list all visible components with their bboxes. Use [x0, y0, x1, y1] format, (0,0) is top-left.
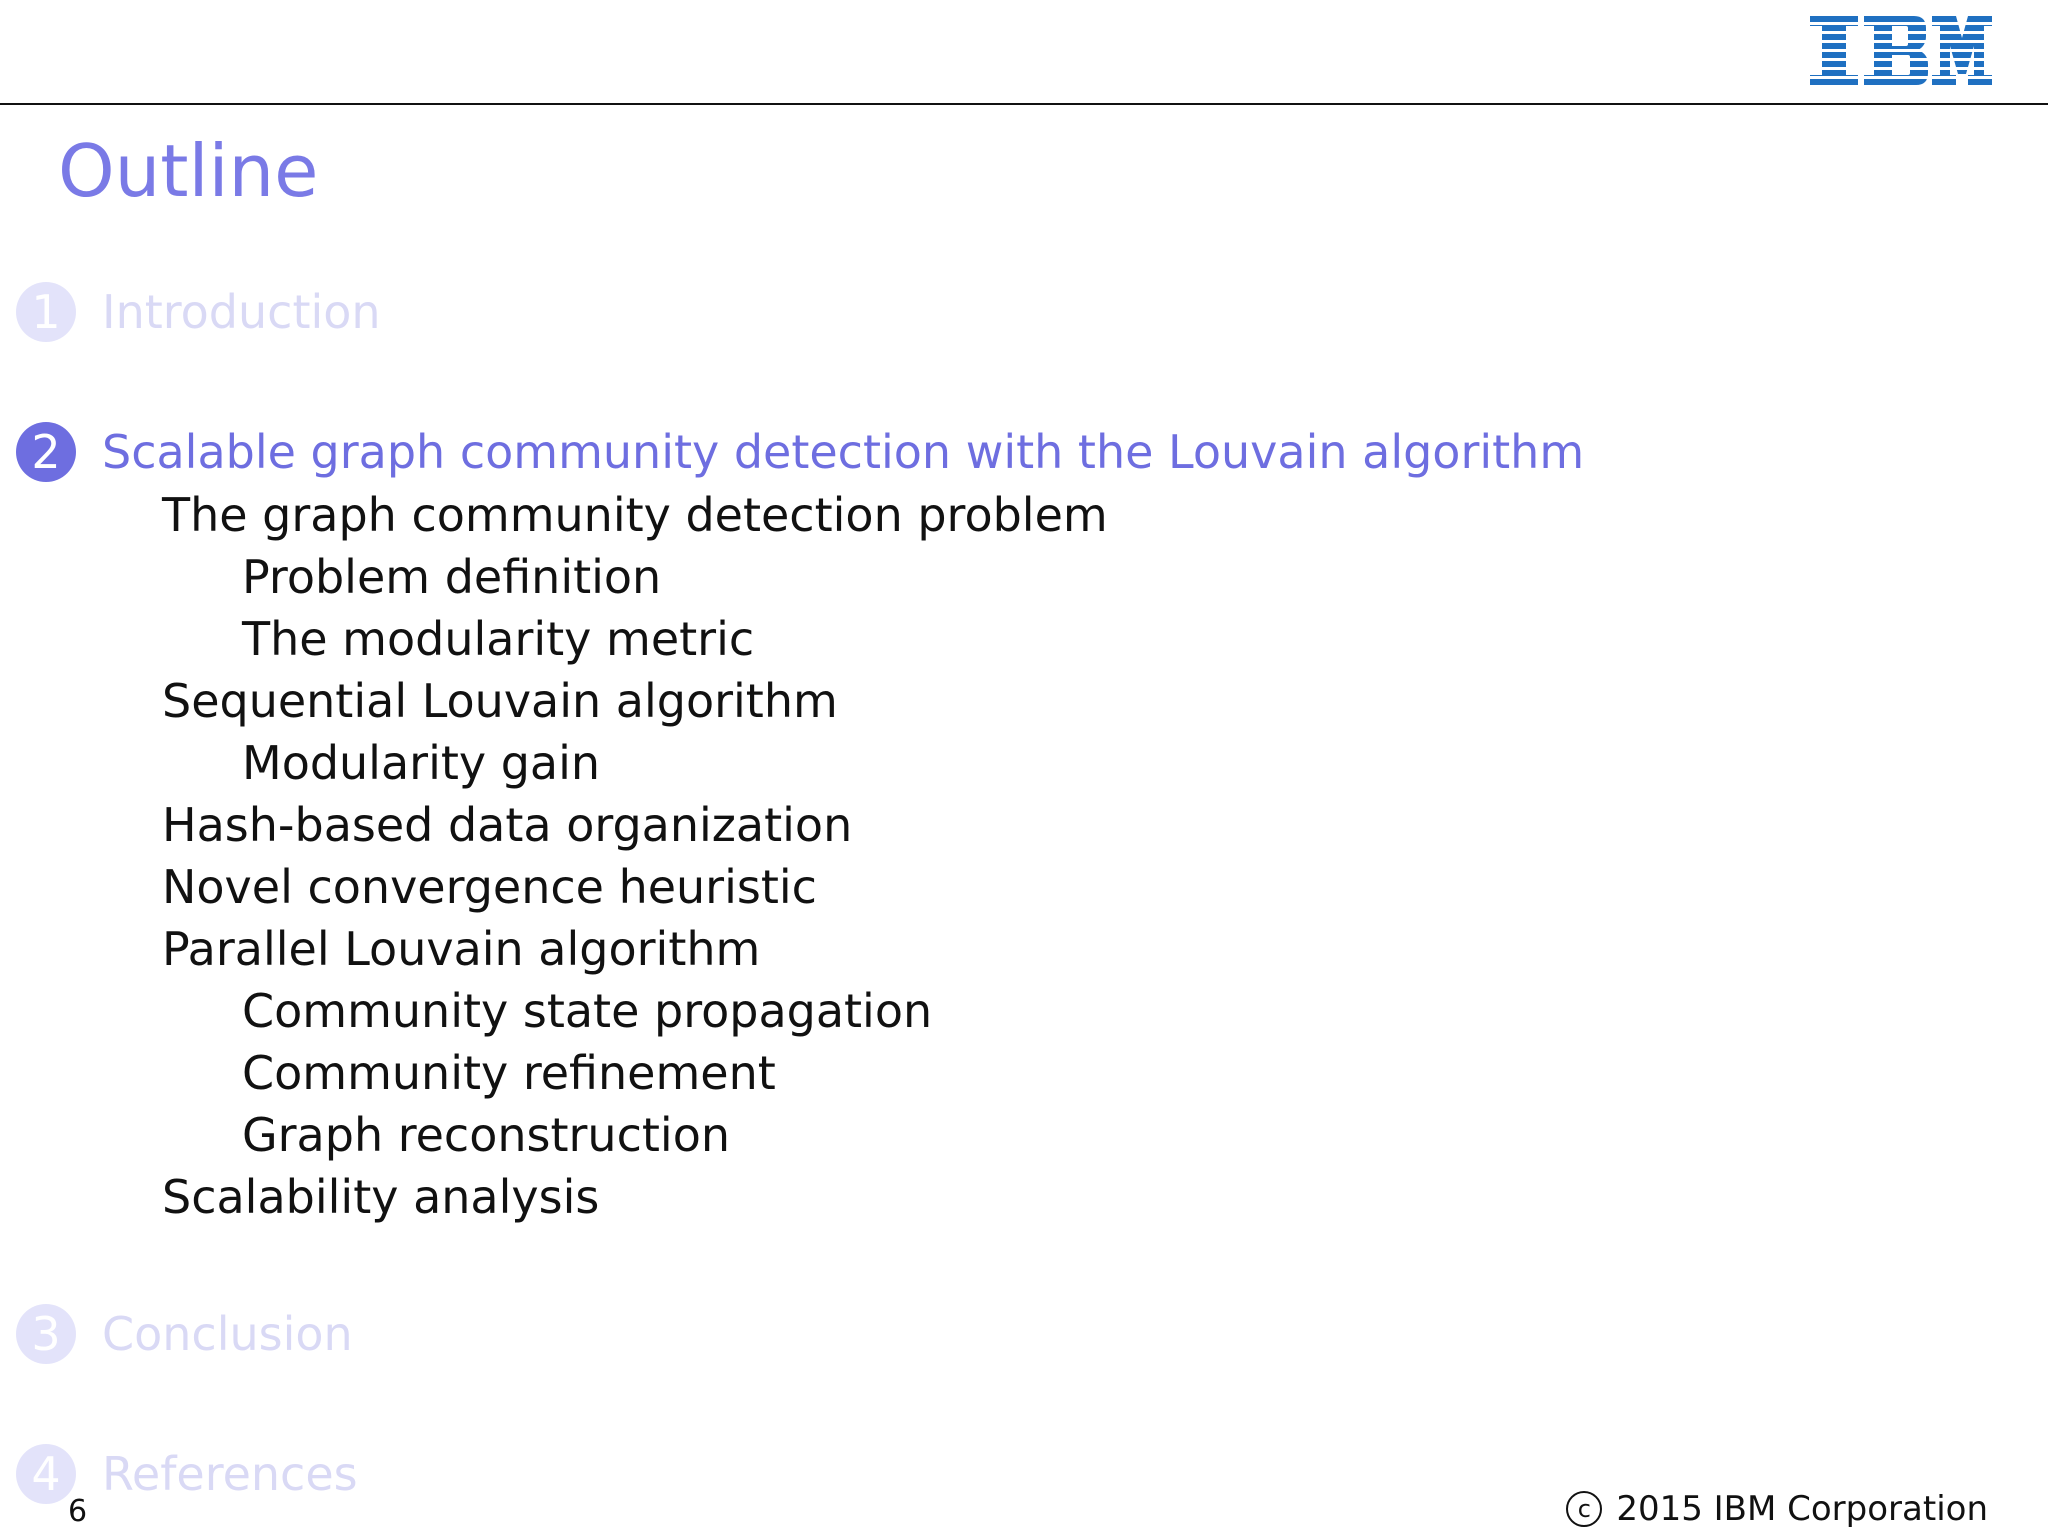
- subsubsection-item[interactable]: Problem definition: [242, 550, 662, 604]
- subsubsection-item[interactable]: Community refinement: [242, 1046, 776, 1100]
- section-number-bullet: 3: [16, 1304, 76, 1364]
- outline-section-conclusion[interactable]: [16, 1302, 353, 1366]
- copyright-icon: c: [1566, 1491, 1602, 1527]
- section-number-bullet: 1: [16, 282, 76, 342]
- subsubsection-item[interactable]: The modularity metric: [242, 612, 755, 666]
- subsubsection-item[interactable]: Community state propagation: [242, 984, 933, 1038]
- section-label: Scalable graph community detection with the Louvain algorithm: [102, 425, 1585, 479]
- footer-copyright: [1566, 1488, 1988, 1530]
- ibm-logo: [1808, 16, 1992, 90]
- subsubsection-item[interactable]: Graph reconstruction: [242, 1108, 730, 1162]
- slide-title: Outline: [58, 129, 319, 213]
- outline-section-louvain[interactable]: [16, 420, 1584, 484]
- subsection-item[interactable]: Parallel Louvain algorithm: [162, 922, 761, 976]
- section-number-bullet: 2: [16, 422, 76, 482]
- page-number: 6: [68, 1494, 88, 1529]
- subsection-item[interactable]: Sequential Louvain algorithm: [162, 674, 838, 728]
- copyright-text: 2015 IBM Corporation: [1616, 1489, 1988, 1529]
- section-number-bullet: 4: [16, 1444, 76, 1504]
- outline-section-introduction[interactable]: [16, 280, 381, 344]
- subsection-item[interactable]: The graph community detection problem: [162, 488, 1108, 542]
- subsection-item[interactable]: Hash-based data organization: [162, 798, 853, 852]
- subsubsection-item[interactable]: Modularity gain: [242, 736, 601, 790]
- header-rule: [0, 103, 2048, 105]
- subsection-item[interactable]: Novel convergence heuristic: [162, 860, 817, 914]
- section-label: References: [102, 1447, 358, 1501]
- section-label: Introduction: [102, 285, 381, 339]
- section-label: Conclusion: [102, 1307, 353, 1361]
- subsection-item[interactable]: Scalability analysis: [162, 1170, 600, 1224]
